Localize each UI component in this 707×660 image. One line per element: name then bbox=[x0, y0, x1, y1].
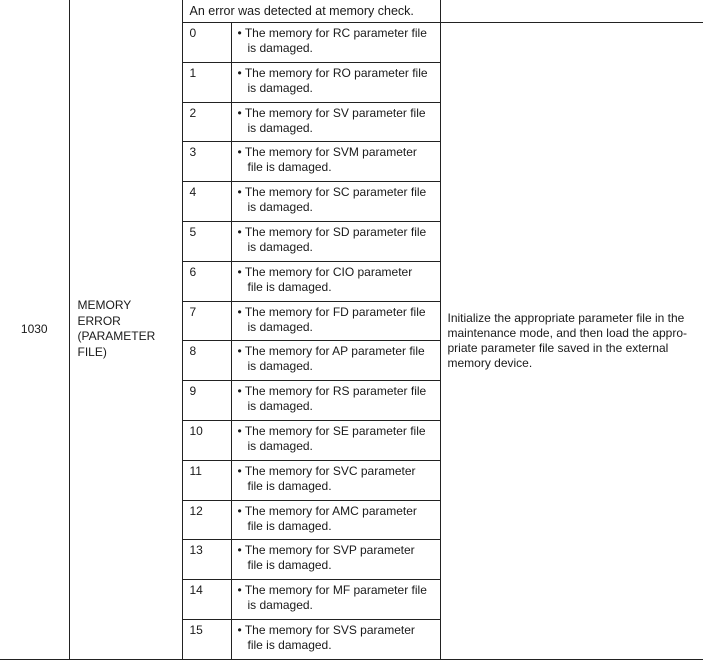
detail-number: 13 bbox=[182, 540, 231, 580]
detection-header: An error was detected at memory check. bbox=[182, 0, 440, 23]
detail-number: 7 bbox=[182, 301, 231, 341]
detail-number: 11 bbox=[182, 460, 231, 500]
error-name bbox=[69, 0, 182, 659]
detail-description bbox=[231, 460, 440, 500]
detail-number: 15 bbox=[182, 619, 231, 659]
detail-line: is damaged. bbox=[247, 120, 313, 135]
detail-line: file is damaged. bbox=[247, 637, 332, 652]
detail-number: 2 bbox=[182, 102, 231, 142]
detail-line: • The memory for RS parameter file bbox=[237, 384, 427, 399]
detail-description bbox=[231, 619, 440, 659]
detail-description bbox=[231, 341, 440, 381]
remedy-line: memory device. bbox=[447, 355, 533, 370]
remedy-line: Initialize the appropriate parameter file in the bbox=[447, 310, 685, 325]
detail-description bbox=[231, 500, 440, 540]
detail-description bbox=[231, 102, 440, 142]
detail-line: is damaged. bbox=[247, 80, 313, 95]
detail-number: 8 bbox=[182, 341, 231, 381]
detail-line: • The memory for MF parameter file bbox=[237, 583, 427, 598]
detail-line: file is damaged. bbox=[247, 279, 332, 294]
detail-number: 6 bbox=[182, 261, 231, 301]
detail-line: • The memory for FD parameter file bbox=[237, 304, 426, 319]
detail-line: file is damaged. bbox=[247, 558, 332, 573]
error-code: 1030 bbox=[0, 0, 69, 659]
detail-line: • The memory for SVC parameter bbox=[237, 463, 416, 478]
detail-description bbox=[231, 23, 440, 63]
detail-line: • The memory for AMC parameter bbox=[237, 503, 417, 518]
detail-line: • The memory for SVS parameter bbox=[237, 622, 415, 637]
detail-description bbox=[231, 221, 440, 261]
detail-number: 5 bbox=[182, 221, 231, 261]
detail-description bbox=[231, 182, 440, 222]
detail-description bbox=[231, 301, 440, 341]
detail-line: is damaged. bbox=[247, 598, 313, 613]
detail-line: • The memory for RC parameter file bbox=[237, 26, 427, 40]
detail-line: is damaged. bbox=[247, 239, 313, 254]
detail-line: file is damaged. bbox=[247, 478, 332, 493]
remedy-text bbox=[440, 23, 703, 660]
detail-line: file is damaged. bbox=[247, 160, 332, 175]
detail-line: • The memory for SVM parameter bbox=[237, 145, 417, 160]
detail-line: • The memory for SC parameter file bbox=[237, 185, 427, 200]
detail-line: is damaged. bbox=[247, 438, 313, 453]
header-row bbox=[0, 0, 703, 23]
detail-line: is damaged. bbox=[247, 319, 313, 334]
detail-line: • The memory for SVP parameter bbox=[237, 543, 415, 558]
detail-number: 14 bbox=[182, 580, 231, 620]
remedy-line: maintenance mode, and then load the appro- bbox=[447, 325, 688, 340]
detail-number: 1 bbox=[182, 62, 231, 102]
detail-line: • The memory for CIO parameter bbox=[237, 264, 413, 279]
detail-line: is damaged. bbox=[247, 359, 313, 374]
detail-line: • The memory for AP parameter file bbox=[237, 344, 425, 359]
remedy-line: priate parameter file saved in the external bbox=[447, 340, 669, 355]
error-name-line: ERROR bbox=[77, 313, 121, 328]
detail-description bbox=[231, 261, 440, 301]
detail-description bbox=[231, 420, 440, 460]
detail-description bbox=[231, 540, 440, 580]
detail-number: 3 bbox=[182, 142, 231, 182]
detail-number: 9 bbox=[182, 381, 231, 421]
detail-number: 12 bbox=[182, 500, 231, 540]
detail-number: 4 bbox=[182, 182, 231, 222]
detail-line: • The memory for SV parameter file bbox=[237, 105, 426, 120]
detail-description bbox=[231, 62, 440, 102]
detail-number: 10 bbox=[182, 420, 231, 460]
error-name-line: (PARAMETER bbox=[77, 329, 156, 344]
header-blank-cell bbox=[440, 0, 703, 23]
detail-line: is damaged. bbox=[247, 41, 313, 55]
detail-line: is damaged. bbox=[247, 399, 313, 414]
detail-number: 0 bbox=[182, 23, 231, 63]
detail-description bbox=[231, 580, 440, 620]
detail-description bbox=[231, 381, 440, 421]
detail-line: file is damaged. bbox=[247, 518, 332, 533]
error-name-line: MEMORY bbox=[77, 298, 132, 313]
detail-line: • The memory for SE parameter file bbox=[237, 423, 426, 438]
detail-line: • The memory for SD parameter file bbox=[237, 224, 427, 239]
detail-description bbox=[231, 142, 440, 182]
detail-line: is damaged. bbox=[247, 200, 313, 215]
error-name-line: FILE) bbox=[77, 344, 107, 359]
detail-line: • The memory for RO parameter file bbox=[237, 65, 428, 80]
